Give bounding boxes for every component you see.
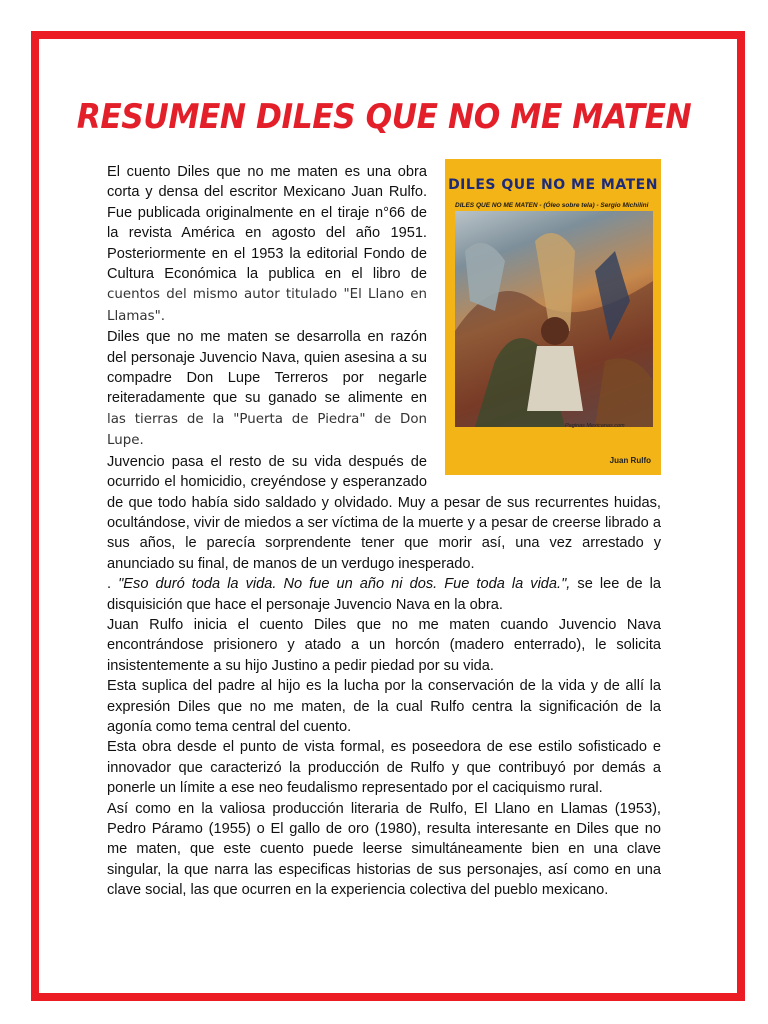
paragraph-4: Juan Rulfo inicia el cuento Diles que no me maten cuando Juvencio Nava encontrándose prisionero y atado a un horcón (madero enterrado), le solicita insistentemente a su hijo Justino a pedir piedad por su vida. <box>107 616 661 674</box>
page-title: RESUMEN DILES QUE NO ME MATEN <box>76 97 692 137</box>
paragraph-1-text: El cuento Diles que no me maten es una obra corta y densa del escritor Mexicano Juan Rulfo. Fue publicada originalmente en el tiraje n°66 de la revista América en agosto del año 1951. Posteriormente en el 1953 la editorial Fondo de Cultura Económica la publica en el libro de <box>107 164 427 283</box>
cover-watermark: Paginas Mexicanas.com <box>565 423 625 429</box>
paragraph-2-continuation: Juvencio pasa el resto de su vida después de ocurrido el homicidio, creyéndose y esperanzado de que todo había sido saldado y olvidado. Muy a pesar de sus recurrentes huidas, ocultándose, vivir de miedos a ser víctima de la muerte y a pesar de creerse librado a sus años, le parecía sorprendente tener que morir así, una vez arrestado y anunciado su final, de manos de un verdugo inesperado. <box>107 453 661 572</box>
paragraph-1-title-ref: cuentos del mismo autor titulado "El Llano en Llamas". <box>107 287 427 324</box>
paragraph-2-text: Diles que no me maten se desarrolla en razón del personaje Juvencio Nava, quien asesina a su compadre Don Lupe Terreros por negarle reiteradamente que su ganado se alimente en <box>107 329 427 407</box>
paragraph-3-rest: se lee de la disquisición que hace el personaje Juvencio Nava en la obra. <box>107 576 662 613</box>
paragraph-3 <box>107 574 661 615</box>
paragraph-6: Esta obra desde el punto de vista formal, es poseedora de ese estilo sofisticado e innovador que caracterizó la producción de Rulfo y que contribuyó por demás a ponerle un límite a ese neo feudalismo representado por el caciquismo rural. <box>107 739 661 797</box>
cover-painting <box>455 211 653 427</box>
article-body <box>107 162 661 901</box>
paragraph-3-quote: "Eso duró toda la vida. No fue un año ni dos. Fue toda la vida.", <box>118 576 571 593</box>
paragraph-2-place-ref: las tierras de la "Puerta de Piedra" de Don Lupe. <box>107 411 427 449</box>
paragraph-5: Esta suplica del padre al hijo es la lucha por la conservación de la vida y de allí la expresión Diles que no me maten, de la cual Rulfo centra la significación de la agonía como tema central del cuento. <box>107 678 661 735</box>
paragraph-7: Así como en la valiosa producción literaria de Rulfo, El Llano en Llamas (1953), Pedro Páramo (1955) o El gallo de oro (1980), resulta interesante en Diles que no me maten, que este cuento puede leerse simultáneamente bien en una clave singular, la que narra las especificas historias de sus personajes, así como en una clave social, las que ocurren en la experiencia colectiva del pueblo mexicano. <box>107 800 661 899</box>
book-cover-image <box>445 159 661 475</box>
cover-title: DILES QUE NO ME MATEN <box>448 177 658 193</box>
paragraph-3-prefix: . <box>107 576 119 593</box>
cover-author: Juan Rulfo <box>609 456 651 465</box>
cover-subtitle: DILES QUE NO ME MATEN - (Óleo sobre tela) - Sergio Michilini <box>455 202 649 209</box>
